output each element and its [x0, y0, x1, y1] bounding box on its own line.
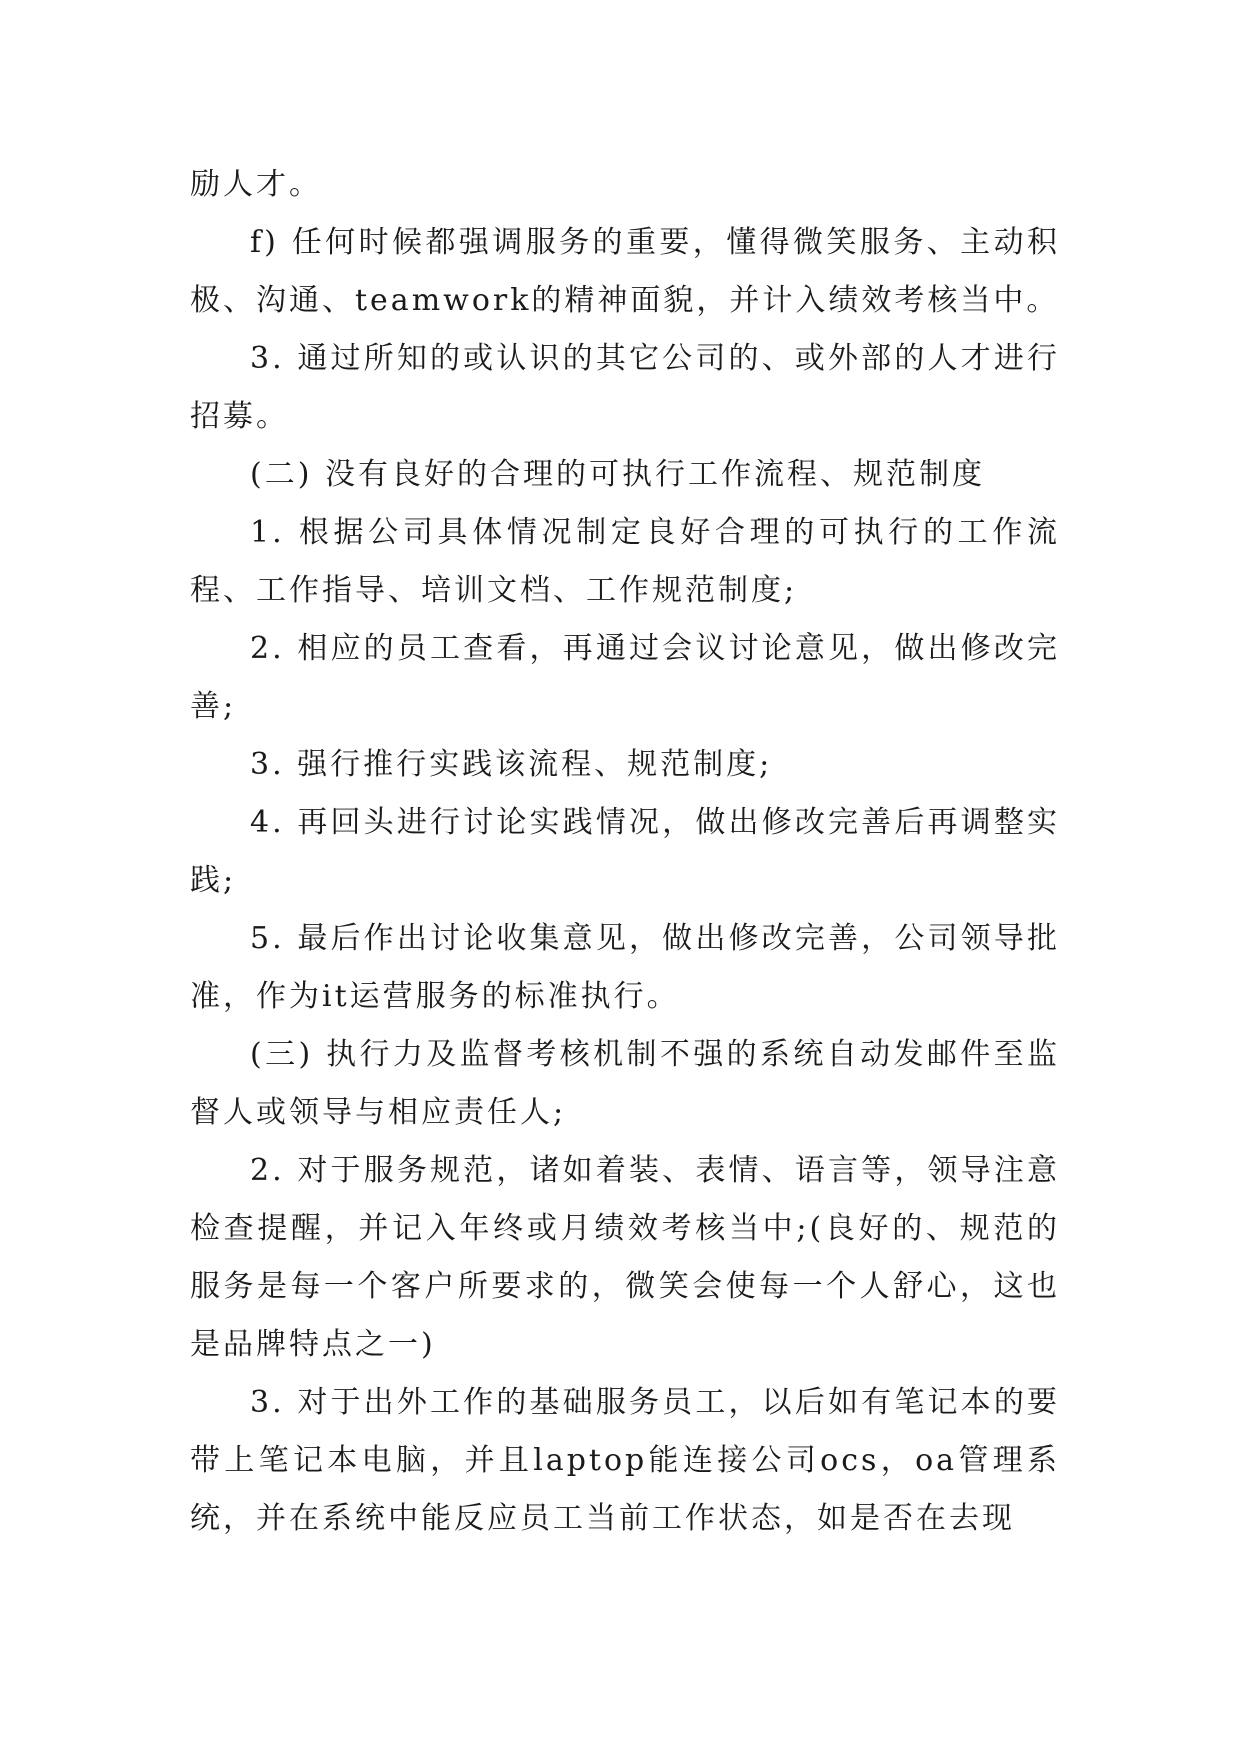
section-heading-2: (二) 没有良好的合理的可执行工作流程、规范制度: [250, 457, 985, 492]
section-heading-3: (三) 执行力及监督考核机制不强的系统自动发邮件至监督人或领导与相应责任人;: [190, 1037, 1060, 1130]
paragraph-3: 3. 通过所知的或认识的其它公司的、或外部的人才进行招募。: [190, 341, 1060, 434]
paragraph-6: 2. 相应的员工查看，再通过会议讨论意见，做出修改完善;: [190, 631, 1060, 724]
paragraph-8: 4. 再回头进行讨论实践情况，做出修改完善后再调整实践;: [190, 805, 1060, 898]
document-body: [190, 156, 1060, 1548]
paragraph-12: 3. 对于出外工作的基础服务员工，以后如有笔记本的要带上笔记本电脑，并且laptop能连接公司ocs，oa管理系统，并在系统中能反应员工当前工作状态，如是否在去现: [190, 1385, 1060, 1536]
paragraph-9: 5. 最后作出讨论收集意见，做出修改完善，公司领导批准，作为it运营服务的标准执行。: [190, 921, 1060, 1014]
paragraph-2: f) 任何时候都强调服务的重要，懂得微笑服务、主动积极、沟通、teamwork的精神面貌，并计入绩效考核当中。: [190, 225, 1060, 318]
paragraph-5: 1. 根据公司具体情况制定良好合理的可执行的工作流程、工作指导、培训文档、工作规范制度;: [190, 515, 1060, 608]
paragraph-1: 励人才。: [190, 167, 322, 202]
paragraph-11: 2. 对于服务规范，诸如着装、表情、语言等，领导注意检查提醒，并记入年终或月绩效考核当中;(良好的、规范的服务是每一个客户所要求的，微笑会使每一个人舒心，这也是品牌特点之一): [190, 1153, 1060, 1362]
paragraph-7: 3. 强行推行实践该流程、规范制度;: [250, 747, 773, 782]
